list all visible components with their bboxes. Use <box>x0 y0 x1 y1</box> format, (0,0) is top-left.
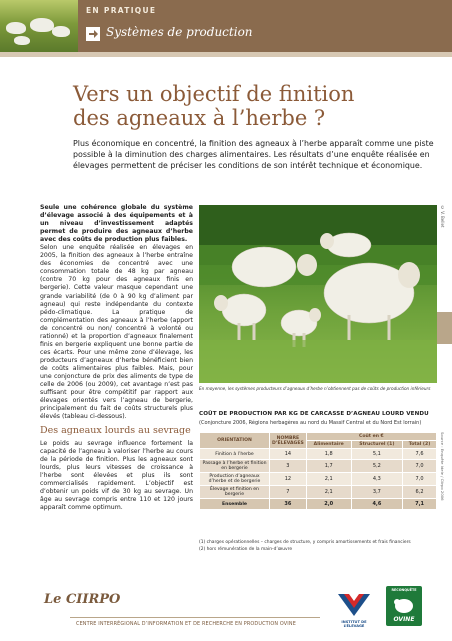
sheep-pasture-photo <box>199 205 437 383</box>
article-title-line1: Vers un objectif de finition <box>73 82 355 106</box>
ovine-logo-top: RECONQUÊTE <box>391 588 417 592</box>
table-row <box>200 449 437 460</box>
cell-total: 7,6 <box>403 449 437 460</box>
page-side-tab <box>437 312 452 344</box>
cell-count: 14 <box>270 449 307 460</box>
photo-credit: © V. Bellet <box>440 205 445 228</box>
cell-orientation: Production d’agneaux d’herbe et de bergerie <box>200 473 270 486</box>
cell-feed: 1,8 <box>306 449 351 460</box>
th-structural: Structurel (1) <box>351 441 402 449</box>
cell-structural: 5,1 <box>351 449 402 460</box>
footer-organization: CENTRE INTERRÉGIONAL D’INFORMATION ET DE RECHERCHE EN PRODUCTION OVINE <box>76 621 296 627</box>
th-orientation: ORIENTATION <box>200 433 270 449</box>
article-title <box>73 82 443 130</box>
article-lede: Plus économique en concentré, la finition des agneaux à l’herbe apparaît comme une piste possible à la diminution des charges alimentaires. Les résultats d’une enquête réalisée en élevages permettent de préciser les conditions de son intérêt technique et économique. <box>73 139 434 170</box>
footer-divider <box>70 617 320 618</box>
table-notes <box>199 540 444 553</box>
th-cost: Coût en € <box>306 433 436 441</box>
ciirpo-logo: Le CIIRPO <box>44 592 121 607</box>
section-kicker: EN PRATIQUE <box>86 6 157 15</box>
cell-structural: 4,3 <box>351 473 402 486</box>
cell-structural: 5,2 <box>351 460 402 473</box>
table-row <box>200 486 437 499</box>
cell-orientation: Finition à l’herbe <box>200 449 270 460</box>
cell-total: 6,2 <box>403 486 437 499</box>
table-note-1: (1) charges opérationnelles – charges de structure, y compris amortissements et frais financiers <box>199 540 411 545</box>
idele-logo-text: INSTITUT DE L’ÉLEVAGE <box>341 620 367 628</box>
article-paragraph-2: Le poids au sevrage influence fortement la capacité de l’agneau à valoriser l’herbe au cours de la période de finition. Plus les agneaux sont lourds, plus leurs vitesses de croissance à l’herbe sont élevées et plus ils sont commercialisés rapidement. L’objectif est d’obtenir un poids vif de 30 kg au sevrage. Un âge au sevrage compris entre 110 et 120 jours apparaît comme optimum. <box>40 439 193 512</box>
cell-count: 12 <box>270 473 307 486</box>
cell-feed: 1,7 <box>306 460 351 473</box>
table-title: COÛT DE PRODUCTION PAR KG DE CARCASSE D’AGNEAU LOURD VENDU <box>199 411 429 417</box>
table-subtitle: (Conjoncture 2006, Régions herbagères au nord du Massif Central et du Nord Est lorrain) <box>199 420 422 426</box>
table-row <box>200 460 437 473</box>
article-intro: Seule une cohérence globale du système d’élevage associé à des équipements et à un niveau d’investissement adaptés permet de produire des agneaux d’herbe avec des coûts de production plus faibles. <box>40 204 193 244</box>
ovine-logo-bottom: OVINE <box>393 616 415 623</box>
table-row-total <box>200 499 437 510</box>
cell-feed: 2,1 <box>306 473 351 486</box>
cost-table <box>199 432 437 510</box>
cell-count: 7 <box>270 486 307 499</box>
table-credit: Source : Enquête Idele / Ciirpo 2006 <box>440 432 445 501</box>
cell-structural: 4,6 <box>351 499 402 510</box>
article-body <box>40 204 193 512</box>
header-sheep-photo <box>0 0 78 52</box>
article-title-line2: des agneaux à l’herbe ? <box>73 106 326 130</box>
section-title: Systèmes de production <box>106 25 253 39</box>
arrow-right-icon <box>86 27 100 41</box>
cell-total: 7,1 <box>403 499 437 510</box>
cell-feed: 2,0 <box>306 499 351 510</box>
article-subhead: Des agneaux lourds au sevrage <box>40 425 191 437</box>
photo-caption: En moyenne, les systèmes producteurs d’agneaux d’herbe n’obtiennent pas de coûts de production inférieurs <box>199 386 431 391</box>
cell-count: 36 <box>270 499 307 510</box>
cell-feed: 2,1 <box>306 486 351 499</box>
table-row <box>200 473 437 486</box>
cell-total: 7,0 <box>403 460 437 473</box>
cell-orientation: Passage à l’herbe et finition en bergerie <box>200 460 270 473</box>
article-paragraph-1: Selon une enquête réalisée en élevages en 2005, la finition des agneaux à l’herbe entraîne des économies de concentré avec une consommation totale de 48 kg par agneau (contre 70 kg pour des agneaux finis en bergerie). Cette valeur masque cependant une grande variabilité (de 0 à 90 kg d’aliment par agneau) qui reste indépendante du contexte pédo-climatique. La pratique de complémentation des agneaux à l’herbe (apport de concentré ou non/ concentré à volonté ou rationné) et la proportion d’agneaux finalement finis en bergerie expliquent une bonne partie de ces écarts. Pour une même zone d’élevage, les producteurs d’agneaux d’herbe bénéficient bien de coûts alimentaires plus faibles. Mais, pour une conjoncture de prix des aliments de type de celle de 2006 (ou 2009), cet avantage n’est pas suffisant pour être compétitif par rapport aux élevages orientés vers l’agneau de bergerie, principalement du fait de coûts structurels plus élevés (tableau ci-dessous). <box>40 244 193 421</box>
cell-orientation: Élevage et finition en bergerie <box>200 486 270 499</box>
header-divider <box>0 52 452 57</box>
cell-total: 7,0 <box>403 473 437 486</box>
th-count: NOMBRE D’ÉLEVAGES <box>270 433 307 449</box>
th-total: Total (2) <box>403 441 437 449</box>
cell-orientation: Ensemble <box>200 499 270 510</box>
table-note-2: (2) hors rémunération de la main-d’œuvre <box>199 546 293 552</box>
cell-count: 3 <box>270 460 307 473</box>
idele-logo-icon <box>334 590 374 622</box>
cell-structural: 3,7 <box>351 486 402 499</box>
th-feed: Alimentaire <box>306 441 351 449</box>
